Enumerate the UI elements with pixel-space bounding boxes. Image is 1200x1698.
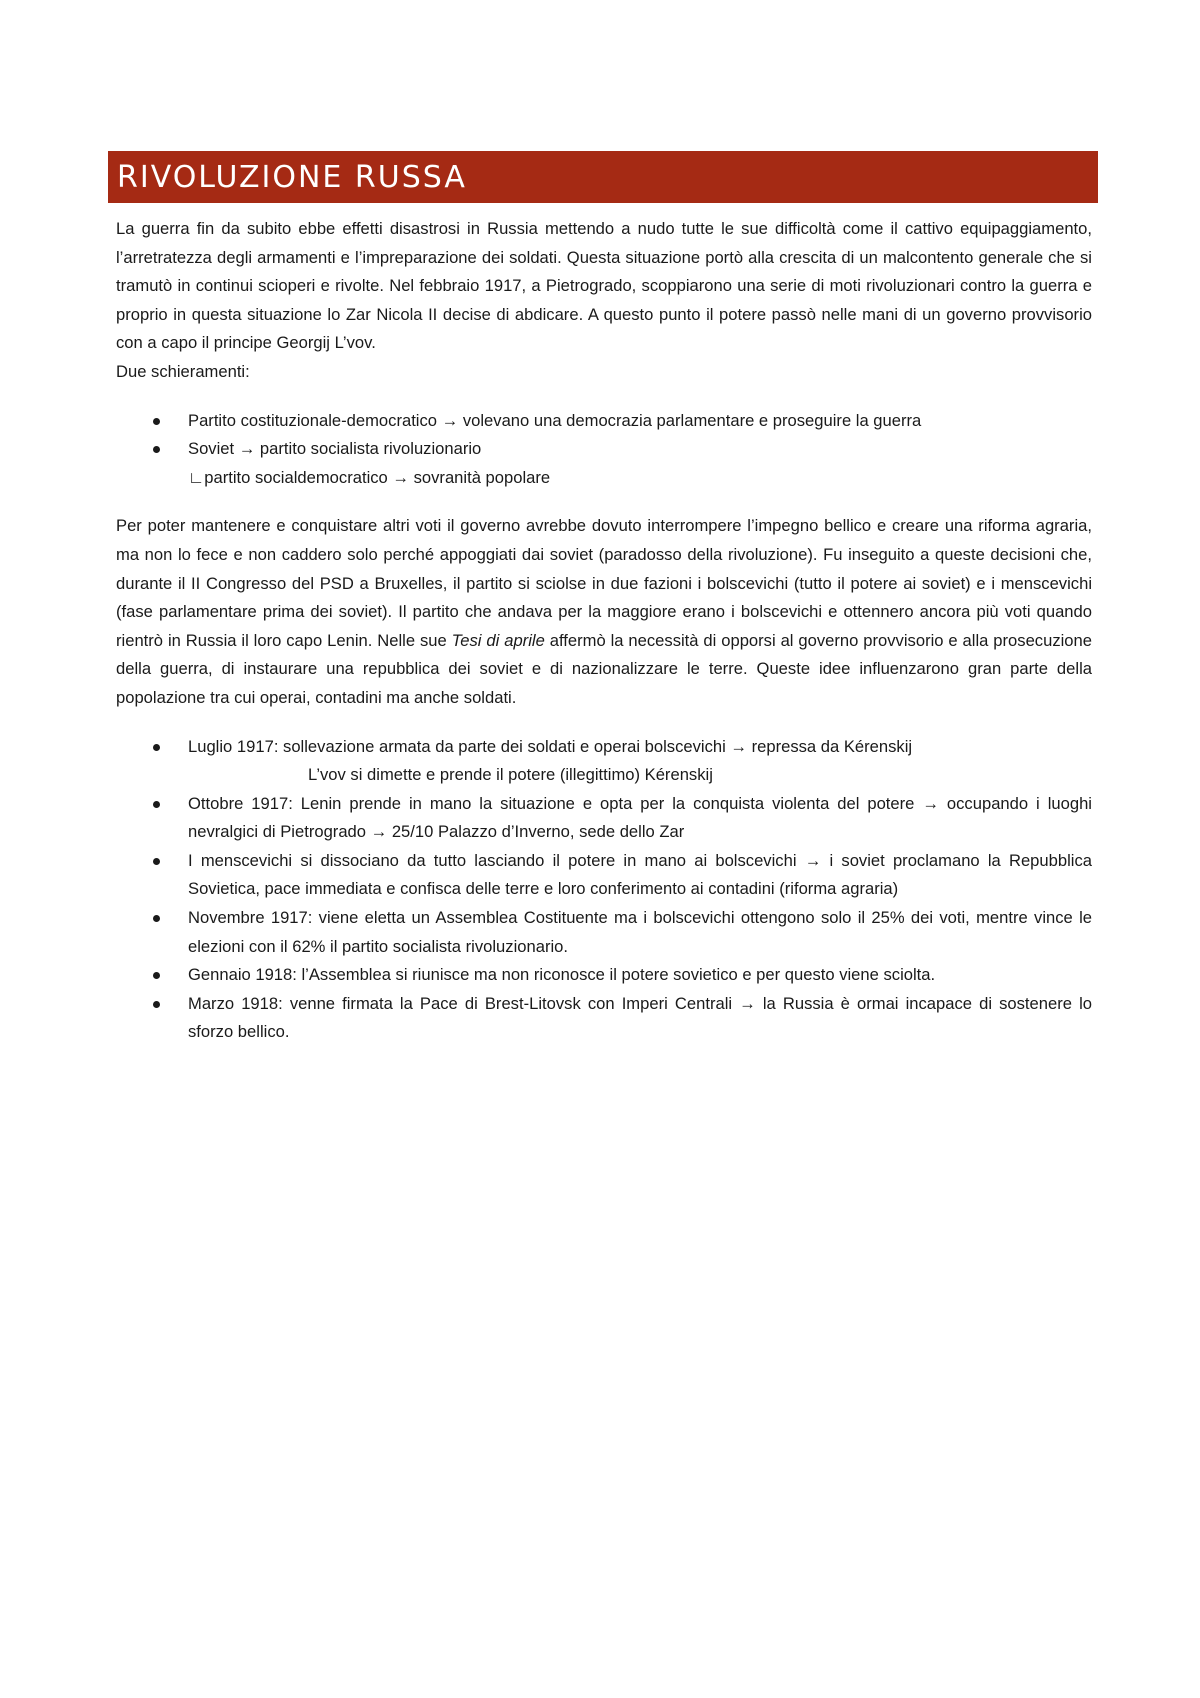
list-item-text: Novembre 1917: viene eletta un Assemblea Costituente ma i bolscevichi ottengono solo il 25% dei voti, mentre vince le elezioni con il 62% il partito socialista rivoluzionario. [188, 908, 1092, 956]
list-item-text: Ottobre 1917: Lenin prende in mano la situazione e opta per la conquista violenta del potere → occupando i luoghi nevralgici di Pietrogrado → 25/10 Palazzo d’Inverno, sede dello Zar [188, 793, 1092, 842]
events-list [116, 733, 1092, 1048]
list-item [116, 790, 1092, 847]
bullet-icon [153, 418, 160, 425]
list-item [116, 990, 1092, 1047]
list-item [116, 733, 1092, 790]
paragraph-text: Per poter mantenere e conquistare altri voti il governo avrebbe dovuto interrompere l’impegno bellico e creare una riforma agraria, ma non lo fece e non caddero solo perché appoggiati dai soviet (paradosso della rivoluzione). Fu inseguito a queste decisioni che, durante il II Congresso del PSD a Bruxelles, il partito si sciolse in due fazioni i bolscevichi (tutto il potere ai soviet) e i menscevichi (fase parlamentare prima dei soviet). Il partito che andava per la maggiore erano i bolscevichi e ottennero ancora più voti quando rientrò in Russia il loro capo Lenin. Nelle sue [116, 516, 1092, 650]
list-item-text: Soviet → partito socialista rivoluzionario [188, 439, 482, 459]
bullet-icon [153, 446, 160, 453]
list-item [116, 961, 1092, 990]
list-item-subtext: L’vov si dimette e prende il potere (illegittimo) Kérenskij [308, 765, 713, 785]
list-item [116, 847, 1092, 904]
list-item-text: Marzo 1918: venne firmata la Pace di Brest-Litovsk con Imperi Centrali → la Russia è ormai incapace di sostenere lo sforzo bellico. [188, 993, 1092, 1042]
list-item-text: Luglio 1917: sollevazione armata da parte dei soldati e operai bolscevichi → repressa da Kérenskij [188, 736, 913, 756]
bullet-icon [153, 915, 160, 922]
list-item-text: Gennaio 1918: l’Assemblea si riunisce ma non riconosce il potere sovietico e per questo viene sciolta. [188, 965, 936, 985]
bullet-icon [153, 972, 160, 979]
document-title: RIVOLUZIONE RUSSA [108, 151, 1098, 203]
bullet-icon [153, 858, 160, 865]
italic-title: Tesi di aprile [451, 630, 545, 650]
bullet-icon [153, 801, 160, 808]
spacer [116, 713, 1092, 733]
bullet-icon [153, 744, 160, 751]
intro-paragraph: La guerra fin da subito ebbe effetti disastrosi in Russia mettendo a nudo tutte le sue difficoltà come il cattivo equipaggiamento, l’arretratezza degli armamenti e l’impreparazione dei soldati. Questa situazione portò alla crescita di un malcontento generale che si tramutò in continui scioperi e rivolte. Nel febbraio 1917, a Pietrogrado, scoppiarono una serie di moti rivoluzionari contro la guerra e proprio in questa situazione lo Zar Nicola II decise di abdicare. A questo punto il potere passò nelle mani di un governo provvisorio con a capo il principe Georgij L’vov. [116, 219, 1092, 353]
main-paragraph [116, 512, 1092, 712]
list-item-text: Partito costituzionale-democratico → volevano una democrazia parlamentare e proseguire la guerra [188, 410, 922, 430]
spacer [116, 492, 1092, 512]
document-body [116, 215, 1092, 1047]
list-item [116, 435, 1092, 492]
list-item-text: I menscevichi si dissociano da tutto lasciando il potere in mano ai bolscevichi → i soviet proclamano la Repubblica Sovietica, pace immediata e confisca delle terre e loro conferimento ai contadini (riforma agraria) [188, 850, 1092, 899]
spacer [116, 387, 1092, 407]
bullet-icon [153, 1001, 160, 1008]
schieramenti-label: Due schieramenti: [116, 361, 250, 381]
list-item [116, 407, 1092, 436]
list-item-subtext: ∟partito socialdemocratico → sovranità popolare [188, 467, 551, 487]
list-item [116, 904, 1092, 961]
paragraph-text: affermò la necessità di opporsi al governo provvisorio e alla prosecuzione della guerra, di instaurare una repubblica dei soviet e di nazionalizzare le terre. Queste idee influenzarono gran parte della popolazione tra cui operai, contadini ma anche soldati. [116, 630, 1092, 707]
schieramenti-list [116, 407, 1092, 493]
